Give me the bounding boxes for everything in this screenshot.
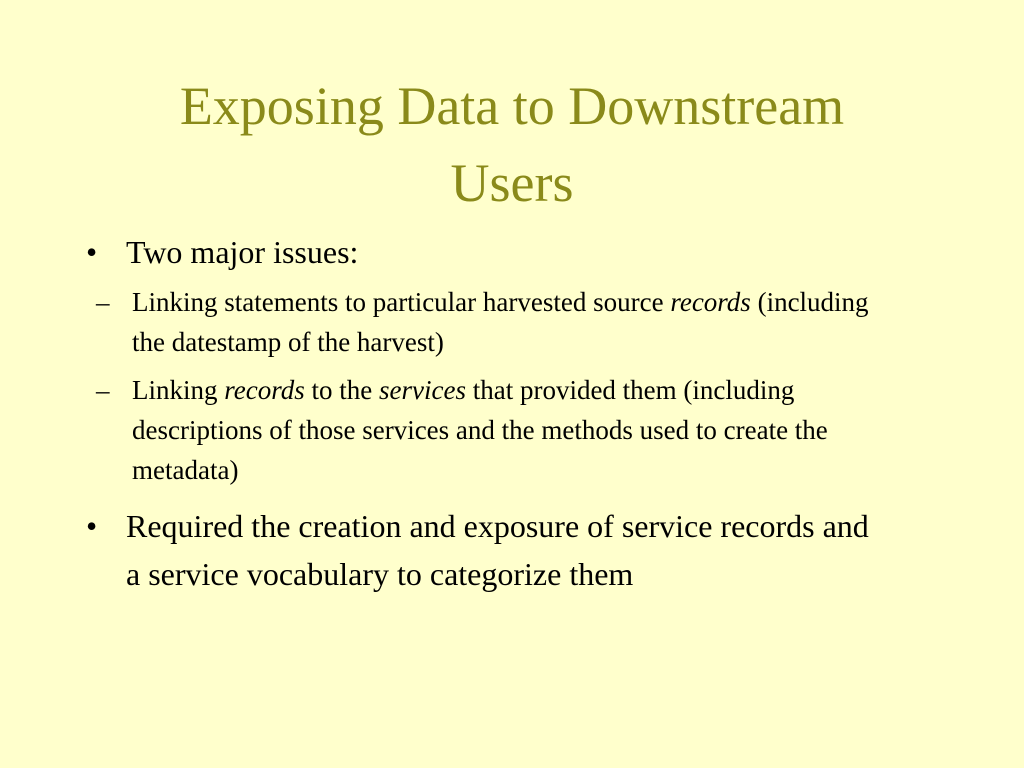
bullet-marker: • [86,508,98,544]
slide-title [60,68,964,221]
sub-bullet-italic-records: records [670,287,751,317]
slide-body [86,228,886,598]
sub-bullet-text-part: Linking statements to particular harvested source [132,287,664,317]
sub-bullet-italic-services: services [379,375,466,405]
sub-bullet-marker: – [96,287,110,317]
bullet-text: Two major issues: [126,234,359,270]
sub-bullet-text-part: Linking [132,375,218,405]
sub-bullet-italic-records: records [224,375,305,405]
bullet-text: Required the creation and exposure of service records and a service vocabulary to categorize them [126,508,869,592]
slide-title-line-2: Users [450,152,574,213]
sub-bullet-marker: – [96,375,110,405]
sub-bullet-list [86,282,886,490]
bullet-two-major-issues [86,228,886,276]
sub-bullet-text-part: to the [311,375,373,405]
sub-bullet-linking-statements [86,282,886,362]
sub-bullet-text-part: (including the datestamp of the harvest) [132,287,869,357]
bullet-marker: • [86,234,98,270]
sub-bullet-text-part: that provided them (including descriptions of those services and the methods used to create the metadata) [132,375,828,485]
slide-title-line-1: Exposing Data to Downstream [179,76,845,136]
bullet-required-creation [86,502,886,598]
sub-bullet-linking-records [86,370,886,490]
